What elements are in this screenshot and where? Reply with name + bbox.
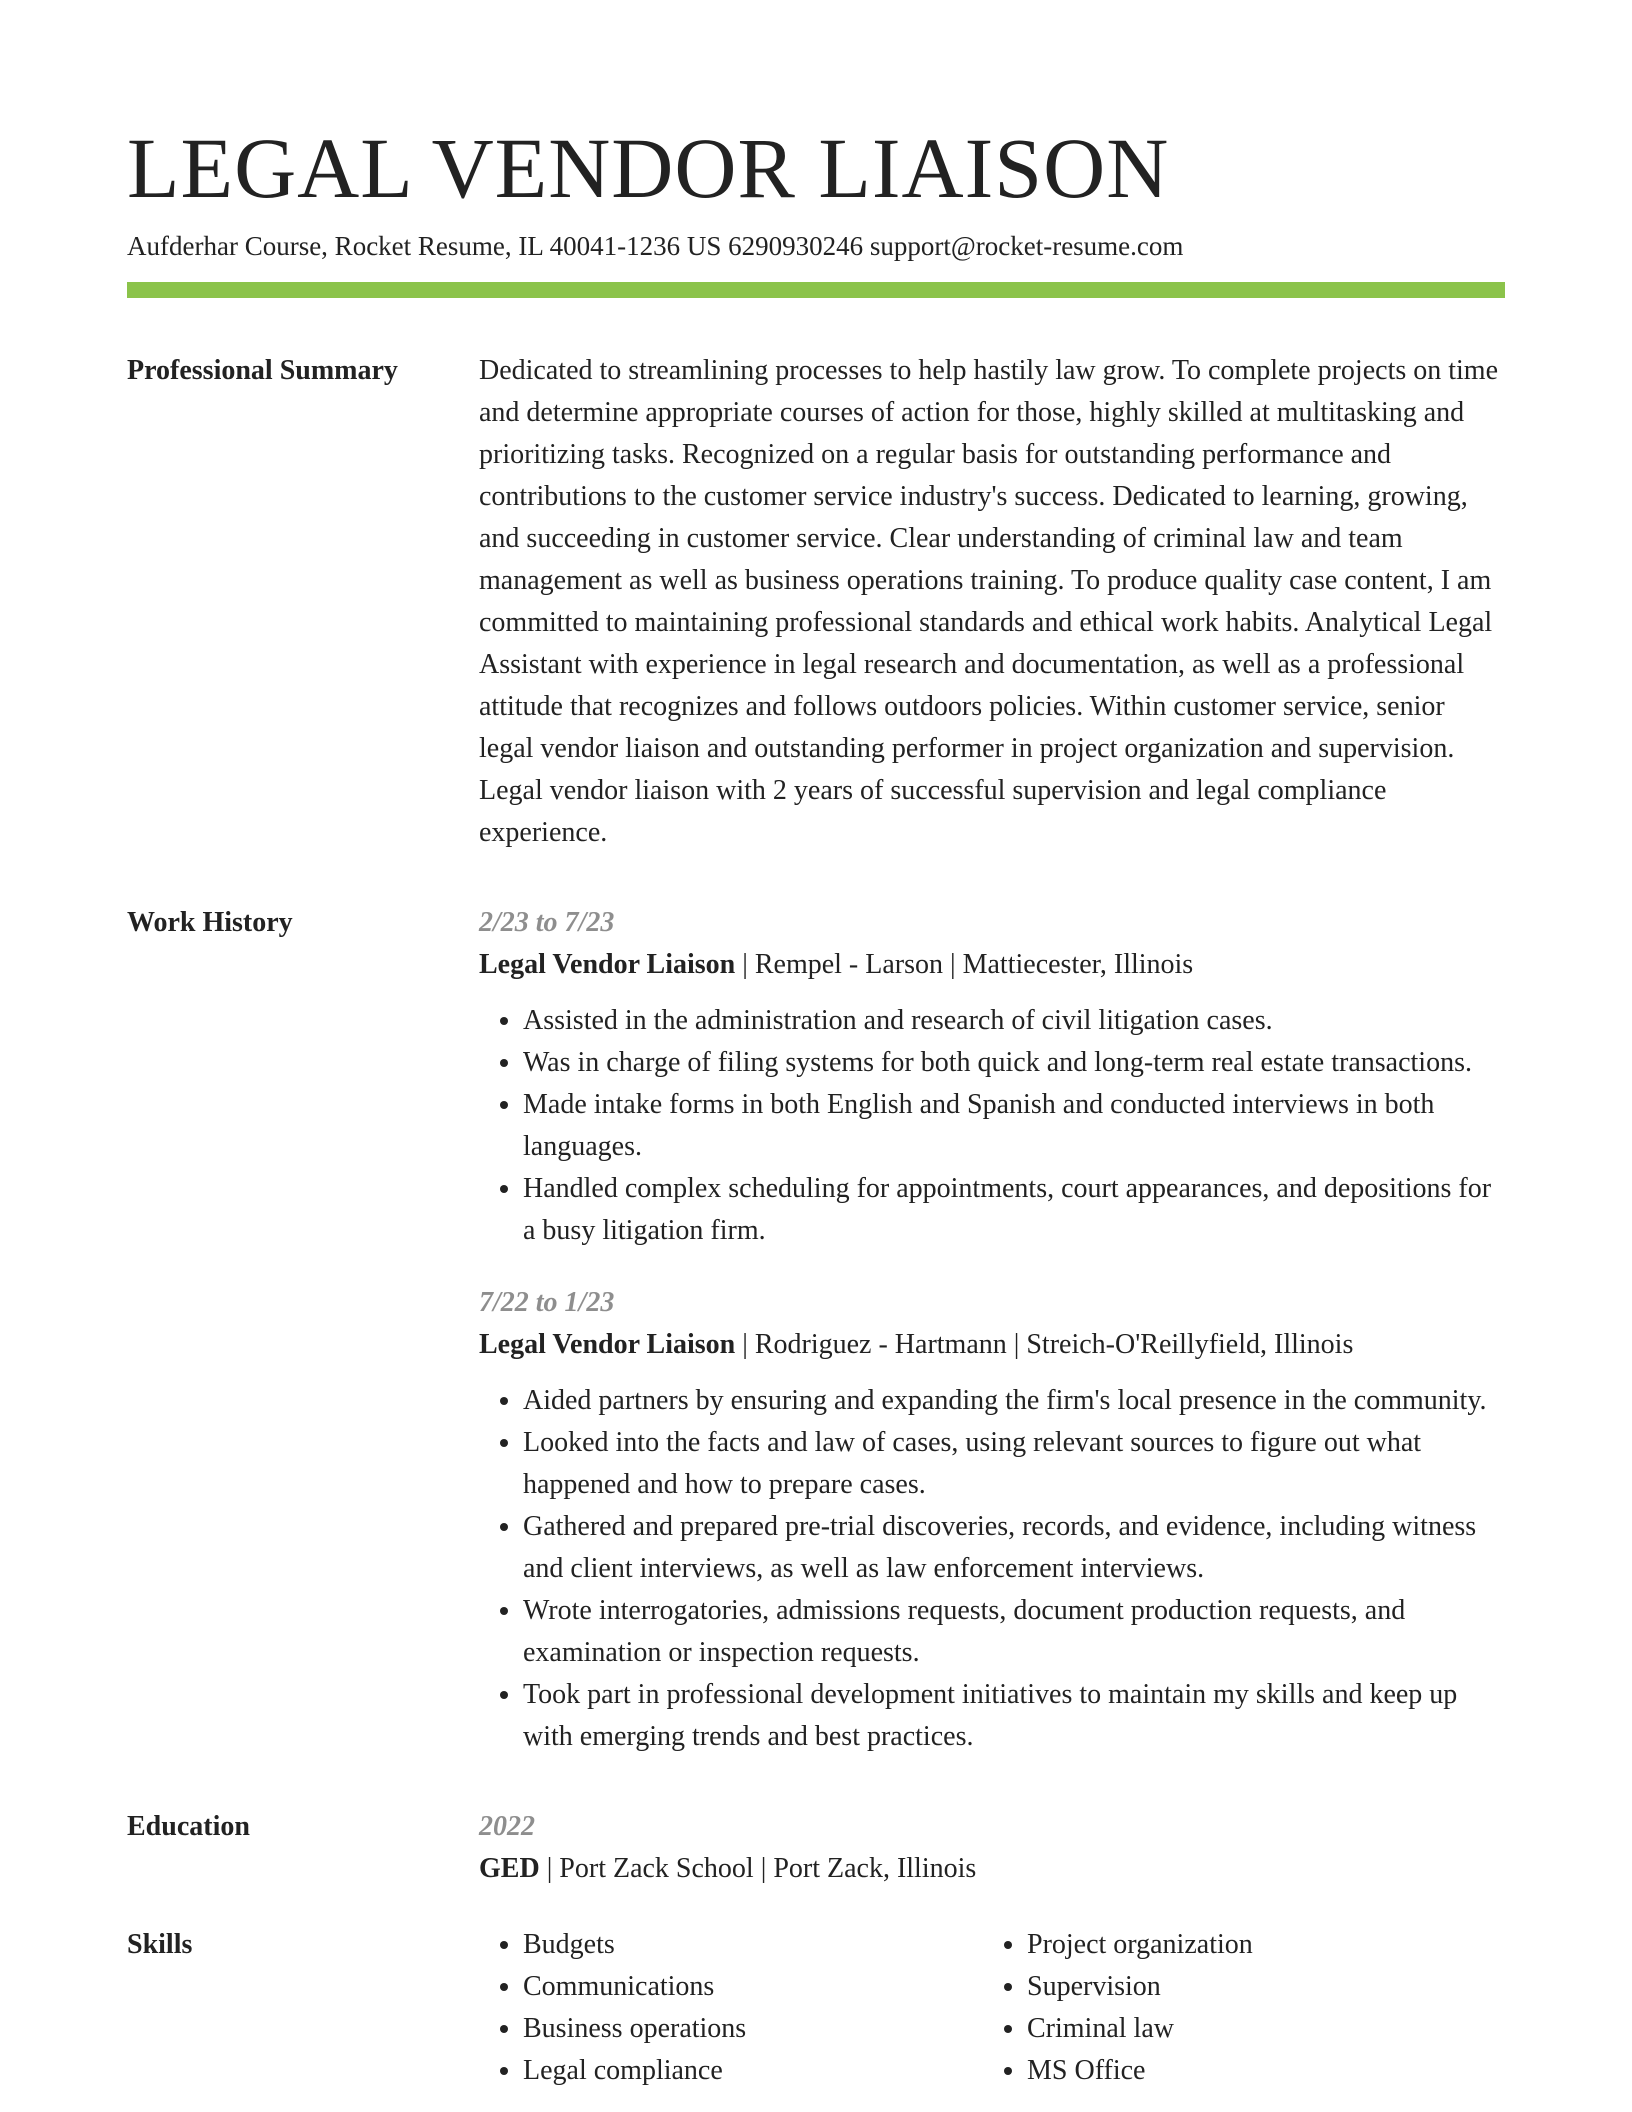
section-label-skills: Skills [127, 1929, 193, 1960]
skill-item: • Budgets [523, 1924, 983, 1966]
job-entry [479, 902, 1505, 1252]
skill-item: • Criminal law [1027, 2008, 1487, 2050]
section-label-education: Education [127, 1811, 250, 1842]
list-item: • Wrote interrogatories, admissions requests, document production requests, and examination or inspection requests. [523, 1590, 1505, 1674]
summary-text: Dedicated to streamlining processes to help hastily law grow. To complete projects on time and determine appropriate courses of action for those, highly skilled at multitasking and prioritizing tasks. Recognized on a regular basis for outstanding performance and contributions to the customer service industry's success. Dedicated to learning, growing, and succeeding in customer service. Clear understanding of criminal law and team management as well as business operations training. To produce quality case content, I am committed to maintaining professional standards and ethical work habits. Analytical Legal Assistant with experience in legal research and documentation, as well as a professional attitude that recognizes and follows outdoors policies. Within customer service, senior legal vendor liaison and outstanding performer in project organization and supervision. Legal vendor liaison with 2 years of successful supervision and legal compliance experience. [479, 355, 1499, 848]
summary-section [127, 350, 1505, 854]
job-role-line [479, 1324, 1505, 1366]
education-degree: GED [479, 1853, 540, 1884]
list-item: • Gathered and prepared pre-trial discoveries, records, and evidence, including witness and client interviews, as well as law enforcement interviews. [523, 1506, 1505, 1590]
skills-section [127, 1924, 1505, 2092]
job-dates: 2/23 to 7/23 [479, 907, 615, 938]
work-history-section [127, 902, 1505, 1758]
section-label-work-history: Work History [127, 907, 293, 938]
skill-item: • Legal compliance [523, 2050, 983, 2092]
job-details: | Rempel - Larson | Mattiecester, Illinois [735, 949, 1194, 980]
section-label-summary: Professional Summary [127, 355, 398, 386]
job-dates: 7/22 to 1/23 [479, 1287, 615, 1318]
list-item: • Took part in professional development initiatives to maintain my skills and keep up with emerging trends and best practices. [523, 1674, 1505, 1758]
job-title: Legal Vendor Liaison [479, 1329, 736, 1360]
resume-name: LEGAL VENDOR LIAISON [127, 120, 1170, 216]
education-section [127, 1806, 1505, 1890]
resume-page [127, 118, 1505, 2092]
contact-line: Aufderhar Course, Rocket Resume, IL 40041-1236 US 6290930246 support@rocket-resume.com [127, 231, 1184, 261]
job-title: Legal Vendor Liaison [479, 949, 736, 980]
education-details: | Port Zack School | Port Zack, Illinois [539, 1853, 977, 1884]
job-role-line [479, 944, 1505, 986]
skill-item: • Supervision [1027, 1966, 1487, 2008]
skill-item: • MS Office [1027, 2050, 1487, 2092]
skill-item: • Communications [523, 1966, 983, 2008]
list-item: • Assisted in the administration and research of civil litigation cases. [523, 1000, 1505, 1042]
job-details: | Rodriguez - Hartmann | Streich-O'Reillyfield, Illinois [735, 1329, 1354, 1360]
skill-item: • Business operations [523, 2008, 983, 2050]
list-item: • Handled complex scheduling for appointments, court appearances, and depositions for a busy litigation firm. [523, 1168, 1505, 1252]
skill-item: • Project organization [1027, 1924, 1487, 1966]
list-item: • Was in charge of filing systems for both quick and long-term real estate transactions. [523, 1042, 1505, 1084]
header-divider [127, 282, 1505, 298]
skills-columns [479, 1924, 1505, 2092]
education-line [479, 1848, 1505, 1890]
skills-list-right [983, 1924, 1487, 2092]
list-item: • Aided partners by ensuring and expanding the firm's local presence in the community. [523, 1380, 1505, 1422]
list-item: • Looked into the facts and law of cases, using relevant sources to figure out what happened and how to prepare cases. [523, 1422, 1505, 1506]
job-bullet-list [479, 1000, 1505, 1252]
education-year: 2022 [479, 1811, 535, 1842]
skills-list-left [479, 1924, 983, 2092]
job-bullet-list [479, 1380, 1505, 1758]
job-entry [479, 1282, 1505, 1758]
list-item: • Made intake forms in both English and Spanish and conducted interviews in both languages. [523, 1084, 1505, 1168]
